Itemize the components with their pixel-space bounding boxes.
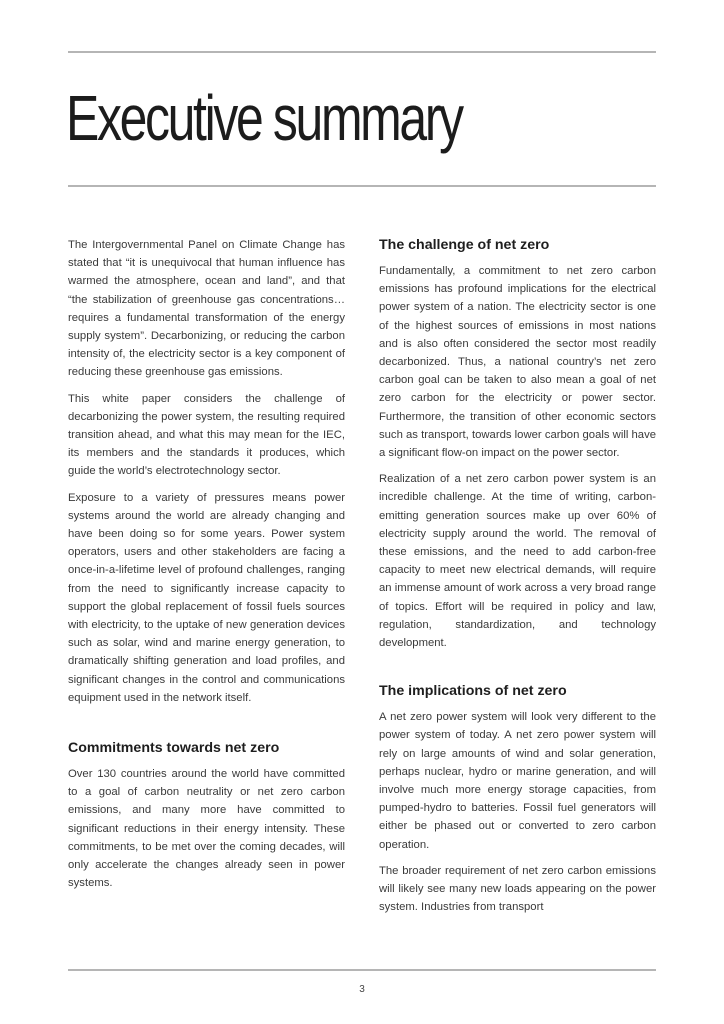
implications-heading: The implications of net zero xyxy=(379,683,567,700)
commitments-heading: Commitments towards net zero xyxy=(68,740,280,757)
left-column xyxy=(68,236,345,901)
challenge-paragraph-1: Fundamentally, a commitment to net zero carbon emissions has profound implications for the electrical power system of a nation. The electricity sector is one of the highest sources of emissions in most nations and is also often considered the sector most readily decarbonized. Thus, a national country’s net zero carbon goal can be taken to also mean a goal of net zero carbon for the electricity or power sector. Furthermore, the transition of other economic sectors such as transport, towards lower carbon goals will have a significant flow-on impact on the power sector. xyxy=(379,265,656,460)
page-title: Executive summary xyxy=(66,82,462,154)
pressures-paragraph: Exposure to a variety of pressures means power systems around the world are already changing and have been doing so for some years. Power system operators, users and other stakeholders are facing a once-in-a-lifetime level of profound challenges, ranging from the need to significantly increase capacity to support the global replacement of fossil fuels sources with electricity, to the uptake of new generation devices such as solar, wind and marine energy generation, to dramatically shifting generation and load profiles, and significant changes in the control and communications equipment used in the network itself. xyxy=(68,491,345,704)
challenge-heading: The challenge of net zero xyxy=(379,237,550,253)
right-column xyxy=(379,236,656,925)
challenge-paragraph-2: Realization of a net zero carbon power system is an incredible challenge. At the time of writing, carbon-emitting generation sources make up over 60% of electricity supply around the world. The removal of these emissions, and the need to add carbon-free capacity to meet new electrical demands, will require an immense amount of work across a very broad range of topics. Effort will be required in policy and law, regulation, standardization, and technology development. xyxy=(379,473,656,650)
intro-paragraph: The Intergovernmental Panel on Climate Change has stated that “it is unequivocal that human influence has warmed the atmosphere, ocean and land”, and that “the stabilization of greenhouse gas concentrations…requires a fundamental transformation of the energy supply system”. Decarbonizing, or reducing the carbon intensity of, the electricity sector is a key component of reducing these greenhouse gas emissions. xyxy=(68,239,345,379)
title-divider xyxy=(68,185,656,187)
implications-paragraph-1: A net zero power system will look very different to the power system of today. A net zero power system will rely on large amounts of wind and solar generation, perhaps nuclear, hydro or marine generation, and will involve much more energy storage capacities, from pumped-hydro to batteries. Fossil fuel generators will either be phased out or converted to zero carbon operation. xyxy=(379,711,656,851)
footer-divider xyxy=(68,969,656,971)
scope-paragraph: This white paper considers the challenge of decarbonizing the power system, the resulting required transition ahead, and what this may mean for the IEC, its members and the standards it produces, which guide the world’s electrotechnology sector. xyxy=(68,392,345,478)
page-number: 3 xyxy=(359,984,365,995)
commitments-paragraph: Over 130 countries around the world have committed to a goal of carbon neutrality or net zero carbon emissions, and many more have committed to significant reductions in their energy intensity. These commitments, to be met over the coming decades, will only accelerate the changes already seen in power systems. xyxy=(68,768,345,890)
top-divider xyxy=(68,51,656,53)
implications-paragraph-2: The broader requirement of net zero carbon emissions will likely see many new loads appearing on the power system. Industries from transport xyxy=(379,864,656,914)
